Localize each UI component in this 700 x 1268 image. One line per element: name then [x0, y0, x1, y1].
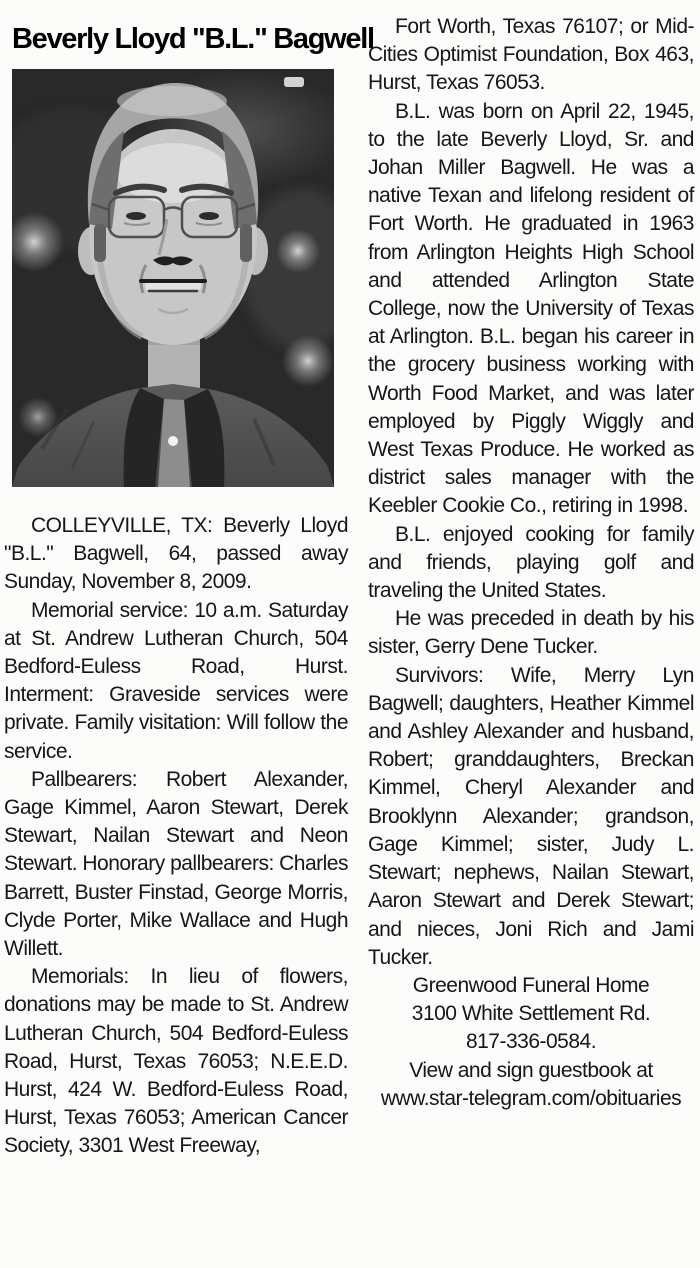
guestbook-note: View and sign guestbook at	[409, 1058, 653, 1082]
right-column	[368, 13, 694, 1113]
obituary-paragraph: He was preceded in death by his sister, Gerry Dene Tucker.	[368, 607, 694, 659]
obituary-paragraph: B.L. was born on April 22, 1945, to the late Beverly Lloyd, Sr. and Johan Miller Bagwell. He was a native Texan and lifelong resident of Fort Worth. He graduated in 1963 from Arlington Heights High School and attended Arlington State College, now the University of Texas at Arlington. B.L. began his career in the grocery business working with Worth Food Market, and was later employed by Piggly Wiggly and West Texas Produce. He worked as district sales manager with the Keebler Cookie Co., retiring in 1998.	[368, 99, 694, 518]
obituary-paragraph: Memorial service: 10 a.m. Saturday at St. Andrew Lutheran Church, 504 Bedford-Euless Road, Hurst. Interment: Graveside services were private. Family visitation: Will follow the service.	[4, 598, 348, 763]
obituary-paragraph: Pallbearers: Robert Alexander, Gage Kimmel, Aaron Stewart, Derek Stewart, Nailan Stewart and Neon Stewart. Honorary pallbearers: Charles Barrett, Buster Finstad, George Morris, Clyde Porter, Mike Wallace and Hugh Willett.	[4, 767, 348, 960]
background-light	[284, 77, 304, 87]
obituary-paragraph: COLLEYVILLE, TX: Beverly Lloyd "B.L." Bagwell, 64, passed away Sunday, November 8, 2009.	[4, 513, 348, 594]
obituary-paragraph: Survivors: Wife, Merry Lyn Bagwell; daughters, Heather Kimmel and Ashley Alexander and husband, Robert; granddaughters, Breckan Kimmel, Cheryl Alexander and Brooklynn Alexander; grandson, Gage Kimmel; sister, Judy L. Stewart; nephews, Nailan Stewart, Aaron Stewart and Derek Stewart; and nieces, Joni Rich and Jami Tucker.	[368, 663, 694, 969]
obituary-headline: Beverly Lloyd "B.L." Bagwell	[12, 23, 374, 55]
left-column-text	[4, 512, 348, 1161]
background-light	[276, 229, 320, 273]
obituary-paragraph: B.L. enjoyed cooking for family and friends, playing golf and traveling the United States.	[368, 522, 694, 603]
obituary-paragraph: Memorials: In lieu of flowers, donations may be made to St. Andrew Lutheran Church, 504 Bedford-Euless Road, Hurst, Texas 76053; N.E.E.D. Hurst, 424 W. Bedford-Euless Road, Hurst, Texas 76053; American Cancer Society, 3301 West Freeway,	[4, 965, 348, 1158]
shirt-highlight	[168, 436, 178, 446]
funeral-home-block	[368, 972, 694, 1113]
eye	[126, 212, 146, 220]
right-column-text	[368, 13, 694, 972]
guestbook-url: www.star-telegram.com/obituaries	[380, 1086, 682, 1110]
funeral-home-name: Greenwood Funeral Home	[412, 973, 650, 997]
obituary-paragraph: Fort Worth, Texas 76107; or Mid-Cities Optimist Foundation, Box 463, Hurst, Texas 76053.	[368, 15, 694, 95]
portrait-photo	[12, 69, 334, 487]
funeral-home-phone: 817-336-0584.	[465, 1030, 597, 1054]
eye	[199, 212, 219, 220]
funeral-home-address: 3100 White Settlement Rd.	[411, 1002, 651, 1026]
background-light	[282, 335, 334, 387]
left-column	[4, 0, 374, 1161]
